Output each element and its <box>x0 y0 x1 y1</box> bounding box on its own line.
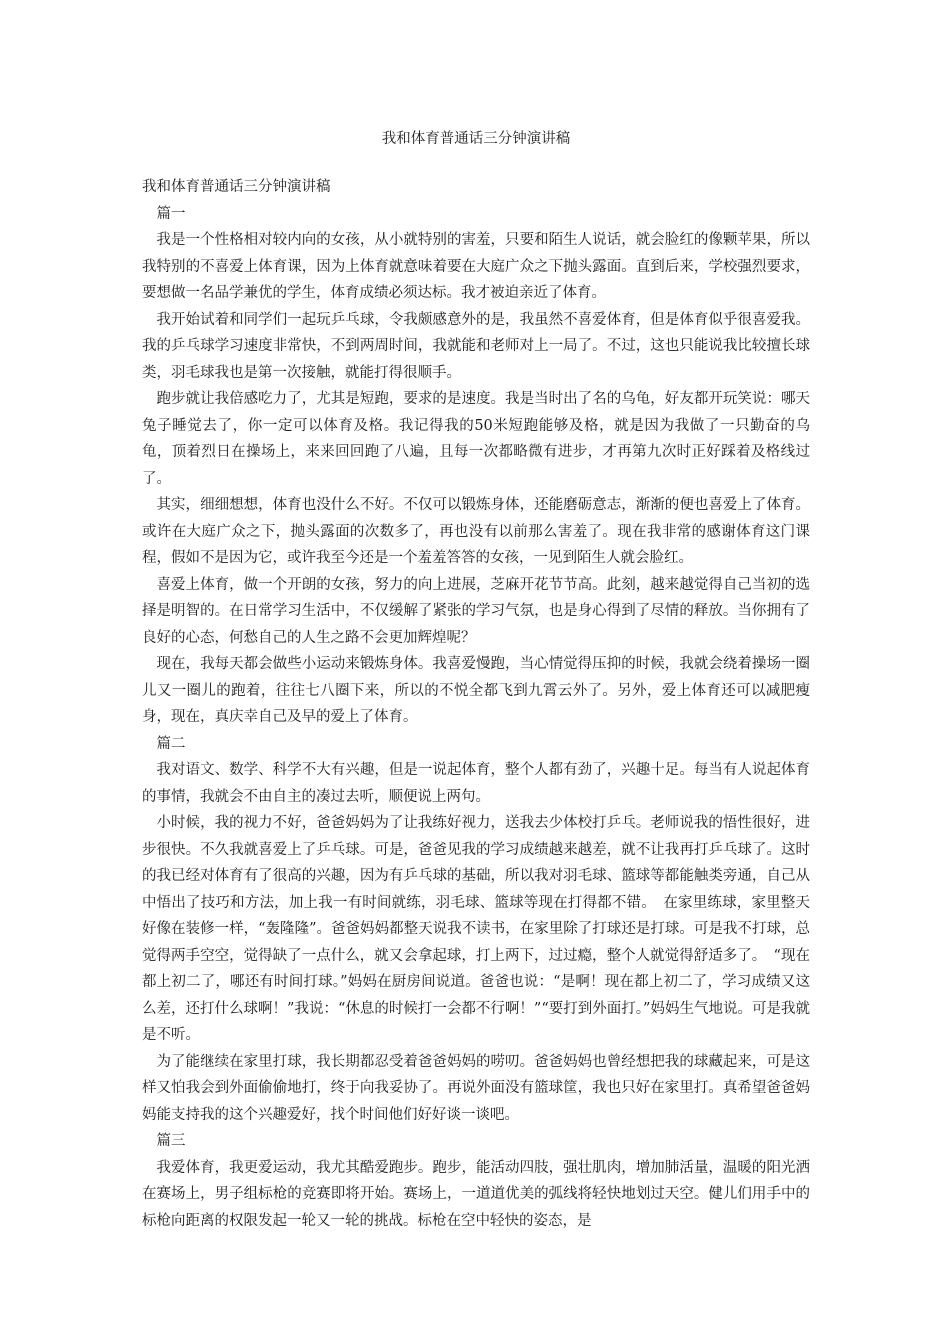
section-heading: 篇二 <box>156 735 186 752</box>
paragraph-list <box>142 201 810 1235</box>
body-paragraph: 其实，细细想想，体育也没什么不好。不仅可以锻炼身体，还能磨砺意志，渐渐的便也喜爱上了体育。或许在大庭广众之下，抛头露面的次数多了，再也没有以前那么害羞了。现在我非常的感谢体育这门课程，假如不是因为它，或许我至今还是一个羞羞答答的女孩，一见到陌生人就会脸红。 <box>142 497 810 566</box>
body-paragraph: 我开始试着和同学们一起玩乒乓球，令我颇感意外的是，我虽然不喜爱体育，但是体育似乎很喜爱我。我的乒乓球学习速度非常快，不到两周时间，我就能和老师对上一局了。不过，这也只能说我比较擅长球类，羽毛球我也是第一次接触，就能打得很顺手。 <box>142 311 810 381</box>
document-title: 我和体育普通话三分钟演讲稿 <box>381 131 571 147</box>
body-paragraph: 我对语文、数学、科学不大有兴趣，但是一说起体育，整个人都有劲了，兴趣十足。每当有人说起体育的事情，我就会不由自主的凑过去听，顺便说上两句。 <box>142 762 810 805</box>
document-subtitle: 我和体育普通话三分钟演讲稿 <box>142 179 331 195</box>
body-paragraph: 小时候，我的视力不好，爸爸妈妈为了让我练好视力，送我去少体校打乒乓。老师说我的悟性很好，进步很快。不久我就喜爱上了乒乓球。可是，爸爸见我的学习成绩越来越差，就不让我再打乒乓球了。这时的我已经对体育有了很高的兴趣，因为有乒乓球的基础，所以我对羽毛球、篮球等都能触类旁通，自己从中悟出了技巧和方法，加上我一有时间就练，羽毛球、篮球等现在打得都不错。 在家里练球，家里整天好像在装修一样，“轰隆隆”。爸爸妈妈都整天说我不读书，在家里除了打球还是打球。可是我不打球，总觉得两手空空，觉得缺了一点什么，就又会拿起球，打上两下，过过瘾，整个人就觉得舒适多了。 “现在都上初二了，哪还有时间打球。”妈妈在厨房间说道。爸爸也说：“是啊！现在都上初二了，学习成绩又这么差，还打什么球啊！”我说：“休息的时候打一会都不行啊！”“要打到外面打。”妈妈生气地说。可是我就是不听。 <box>142 815 810 1043</box>
section-heading: 篇三 <box>156 1133 186 1149</box>
body-paragraph: 喜爱上体育，做一个开朗的女孩，努力的向上进展，芝麻开花节节高。此刻，越来越觉得自己当初的选择是明智的。在日常学习生活中，不仅缓解了紧张的学习气氛，也是身心得到了尽情的释放。当你拥有了良好的心态，何愁自己的人生之路不会更加辉煌呢？ <box>142 576 810 646</box>
body-paragraph: 我爱体育，我更爱运动，我尤其酷爱跑步。跑步，能活动四肢，强壮肌肉，增加肺活量，温暖的阳光洒在赛场上，男子组标枪的竞赛即将开始。赛场上，一道道优美的弧线将轻快地划过天空。健儿们用手中的标枪向距离的权限发起一轮又一轮的挑战。标枪在空中轻快的姿态，是 <box>142 1159 810 1229</box>
body-paragraph: 跑步就让我倍感吃力了，尤其是短跑，要求的是速度。我是当时出了名的乌龟，好友都开玩笑说：哪天兔子睡觉去了，你一定可以体育及格。我记得我的50米短跑能够及格，就是因为我做了一只勤奋的乌龟，顶着烈日在操场上，来来回回跑了八遍，且每一次都略微有进步，才再第九次时正好踩着及格线过了。 <box>142 391 810 487</box>
section-heading: 篇一 <box>156 205 186 222</box>
body-paragraph: 我是一个性格相对较内向的女孩，从小就特别的害羞，只要和陌生人说话，就会脸红的像颗苹果，所以我特别的不喜爱上体育课，因为上体育就意味着要在大庭广众之下抛头露面。直到后来，学校强烈要求，要想做一名品学兼优的学生，体育成绩必须达标。我才被迫亲近了体育。 <box>142 232 810 301</box>
body-paragraph: 为了能继续在家里打球，我长期都忍受着爸爸妈妈的唠叨。爸爸妈妈也曾经想把我的球藏起来，可是这样又怕我会到外面偷偷地打，终于向我妥协了。再说外面没有篮球筐，我也只好在家里打。真希望爸爸妈妈能支持我的这个兴趣爱好，找个时间他们好好谈一谈吧。 <box>142 1053 810 1123</box>
document-body <box>142 174 810 1234</box>
body-paragraph: 现在，我每天都会做些小运动来锻炼身体。我喜爱慢跑，当心情觉得压抑的时候，我就会绕着操场一圈儿又一圈儿的跑着，往往七八圈下来，所以的不悦全都飞到九霄云外了。另外，爱上体育还可以减肥瘦身，现在，真庆幸自己及早的爱上了体育。 <box>142 656 810 725</box>
